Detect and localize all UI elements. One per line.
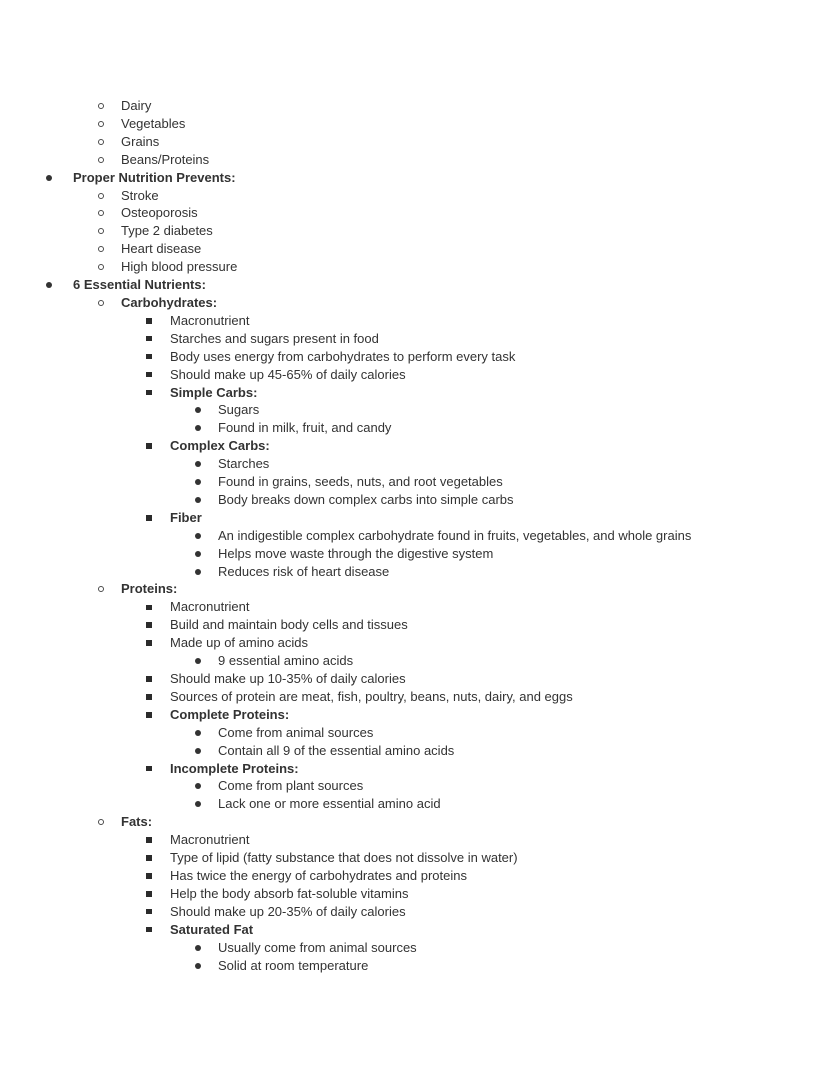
- bullet-disc-icon: [195, 945, 201, 951]
- bullet-disc-icon: [195, 407, 201, 413]
- list-item-text: Grains: [121, 133, 160, 149]
- list-item-text: Macronutrient: [170, 599, 250, 615]
- bullet-circle-icon: [98, 819, 104, 825]
- list-item: [0, 509, 828, 527]
- bullet-disc-icon: [195, 533, 201, 539]
- list-item: [0, 742, 828, 760]
- list-item: [0, 706, 828, 724]
- list-item-text: Come from animal sources: [218, 724, 374, 740]
- bullet-disc-icon: [195, 963, 201, 969]
- list-item: [0, 598, 828, 616]
- list-item-text: Complete Proteins:: [170, 706, 290, 722]
- list-item: [0, 867, 828, 885]
- list-item-text: Sources of protein are meat, fish, poultry, beans, nuts, dairy, and eggs: [170, 688, 573, 704]
- bullet-circle-icon: [98, 103, 104, 109]
- list-item: [0, 957, 828, 975]
- bullet-square-icon: [146, 712, 152, 718]
- list-item: [0, 294, 828, 312]
- list-item: [0, 563, 828, 581]
- list-item-text: Starches and sugars present in food: [170, 330, 379, 346]
- list-item-text: High blood pressure: [121, 259, 238, 275]
- bullet-square-icon: [146, 855, 152, 861]
- bullet-disc-icon: [195, 783, 201, 789]
- bullet-square-icon: [146, 891, 152, 897]
- list-item: [0, 831, 828, 849]
- list-item: [0, 366, 828, 384]
- list-item-text: Carbohydrates:: [121, 294, 218, 310]
- bullet-square-icon: [146, 443, 152, 449]
- list-item-text: Heart disease: [121, 241, 202, 257]
- list-item-text: Has twice the energy of carbohydrates and proteins: [170, 867, 468, 883]
- list-item-text: Proper Nutrition Prevents:: [73, 169, 236, 185]
- list-item: [0, 939, 828, 957]
- list-item: [0, 580, 828, 598]
- bullet-circle-icon: [98, 121, 104, 127]
- list-item: [0, 885, 828, 903]
- bullet-square-icon: [146, 676, 152, 682]
- bullet-square-icon: [146, 873, 152, 879]
- list-item: [0, 348, 828, 366]
- list-item: [0, 133, 828, 151]
- list-item-text: Macronutrient: [170, 312, 250, 328]
- list-item-text: Made up of amino acids: [170, 635, 309, 651]
- list-item-text: Macronutrient: [170, 832, 250, 848]
- bullet-disc-icon: [46, 175, 52, 181]
- list-item-text: Body uses energy from carbohydrates to perform every task: [170, 348, 516, 364]
- list-item: [0, 455, 828, 473]
- bullet-square-icon: [146, 605, 152, 611]
- list-item: [0, 760, 828, 778]
- list-item: [0, 204, 828, 222]
- bullet-circle-icon: [98, 264, 104, 270]
- list-item-text: Fiber: [170, 509, 202, 525]
- list-item-text: 9 essential amino acids: [218, 653, 354, 669]
- list-item-text: Type 2 diabetes: [121, 223, 213, 239]
- list-item-text: Body breaks down complex carbs into simple carbs: [218, 491, 514, 507]
- list-item-text: Saturated Fat: [170, 921, 254, 937]
- bullet-disc-icon: [195, 497, 201, 503]
- list-item: [0, 849, 828, 867]
- list-item: [0, 813, 828, 831]
- bullet-disc-icon: [195, 425, 201, 431]
- list-item-text: Should make up 45-65% of daily calories: [170, 366, 406, 382]
- bullet-disc-icon: [46, 282, 52, 288]
- list-item-text: Reduces risk of heart disease: [218, 563, 390, 579]
- bullet-disc-icon: [195, 748, 201, 754]
- list-item-text: Found in grains, seeds, nuts, and root vegetables: [218, 474, 503, 490]
- bullet-disc-icon: [195, 658, 201, 664]
- bullet-disc-icon: [195, 730, 201, 736]
- list-item-text: Incomplete Proteins:: [170, 760, 299, 776]
- list-item-text: Simple Carbs:: [170, 384, 258, 400]
- list-item: [0, 527, 828, 545]
- list-item-text: Should make up 20-35% of daily calories: [170, 903, 406, 919]
- list-item-text: Osteoporosis: [121, 205, 198, 221]
- bullet-square-icon: [146, 390, 152, 396]
- list-item-text: Helps move waste through the digestive system: [218, 545, 494, 561]
- bullet-circle-icon: [98, 193, 104, 199]
- bullet-square-icon: [146, 909, 152, 915]
- bullet-square-icon: [146, 354, 152, 360]
- bullet-circle-icon: [98, 246, 104, 252]
- bullet-square-icon: [146, 318, 152, 324]
- bullet-circle-icon: [98, 586, 104, 592]
- bullet-circle-icon: [98, 210, 104, 216]
- list-item: [0, 258, 828, 276]
- list-item-text: 6 Essential Nutrients:: [73, 277, 206, 293]
- bullet-square-icon: [146, 640, 152, 646]
- bullet-disc-icon: [195, 479, 201, 485]
- list-item-text: Come from plant sources: [218, 778, 364, 794]
- list-item-text: Vegetables: [121, 115, 186, 131]
- list-item: [0, 670, 828, 688]
- list-item-text: Type of lipid (fatty substance that does not dissolve in water): [170, 850, 518, 866]
- bullet-disc-icon: [195, 801, 201, 807]
- list-item-text: Found in milk, fruit, and candy: [218, 420, 392, 436]
- bullet-disc-icon: [195, 569, 201, 575]
- list-item: [0, 634, 828, 652]
- list-item: [0, 545, 828, 563]
- bullet-square-icon: [146, 622, 152, 628]
- list-item: [0, 616, 828, 634]
- bullet-square-icon: [146, 515, 152, 521]
- list-item-text: Proteins:: [121, 581, 178, 597]
- list-item-text: Should make up 10-35% of daily calories: [170, 671, 406, 686]
- list-item: [0, 240, 828, 258]
- list-item: [0, 222, 828, 240]
- bullet-square-icon: [146, 372, 152, 378]
- list-item: [0, 652, 828, 670]
- list-item: [0, 97, 828, 115]
- bullet-disc-icon: [195, 461, 201, 467]
- list-item-text: Usually come from animal sources: [218, 939, 417, 955]
- bullet-square-icon: [146, 927, 152, 933]
- list-item: [0, 419, 828, 437]
- list-item: [0, 276, 828, 294]
- list-item-text: Complex Carbs:: [170, 438, 270, 454]
- list-item-text: Beans/Proteins: [121, 151, 210, 167]
- list-item: [0, 688, 828, 706]
- list-item-text: Stroke: [121, 187, 159, 203]
- bullet-circle-icon: [98, 228, 104, 234]
- list-item-text: Starches: [218, 456, 270, 472]
- bullet-square-icon: [146, 766, 152, 772]
- list-item-text: An indigestible complex carbohydrate found in fruits, vegetables, and whole grains: [218, 527, 692, 543]
- list-item-text: Solid at room temperature: [218, 957, 369, 973]
- list-item-text: Build and maintain body cells and tissues: [170, 617, 408, 633]
- list-item: [0, 330, 828, 348]
- list-item: [0, 312, 828, 330]
- list-item: [0, 169, 828, 187]
- list-item: [0, 437, 828, 455]
- list-item: [0, 903, 828, 921]
- list-item: [0, 384, 828, 402]
- list-item-text: Dairy: [121, 98, 152, 113]
- list-item-text: Sugars: [218, 402, 260, 418]
- list-item: [0, 115, 828, 133]
- list-item: [0, 491, 828, 509]
- bullet-square-icon: [146, 694, 152, 700]
- bullet-circle-icon: [98, 300, 104, 306]
- list-item: [0, 187, 828, 205]
- bullet-disc-icon: [195, 551, 201, 557]
- list-item: [0, 777, 828, 795]
- list-item: [0, 151, 828, 169]
- bullet-circle-icon: [98, 139, 104, 145]
- list-item: [0, 724, 828, 742]
- list-item: [0, 401, 828, 419]
- list-item: [0, 473, 828, 491]
- bulleted-outline: [0, 97, 828, 974]
- list-item-text: Fats:: [121, 814, 153, 830]
- list-item: [0, 921, 828, 939]
- list-item: [0, 795, 828, 813]
- bullet-square-icon: [146, 837, 152, 843]
- list-item-text: Contain all 9 of the essential amino acids: [218, 742, 455, 758]
- bullet-circle-icon: [98, 157, 104, 163]
- list-item-text: Lack one or more essential amino acid: [218, 796, 441, 812]
- list-item-text: Help the body absorb fat-soluble vitamins: [170, 885, 409, 901]
- bullet-square-icon: [146, 336, 152, 342]
